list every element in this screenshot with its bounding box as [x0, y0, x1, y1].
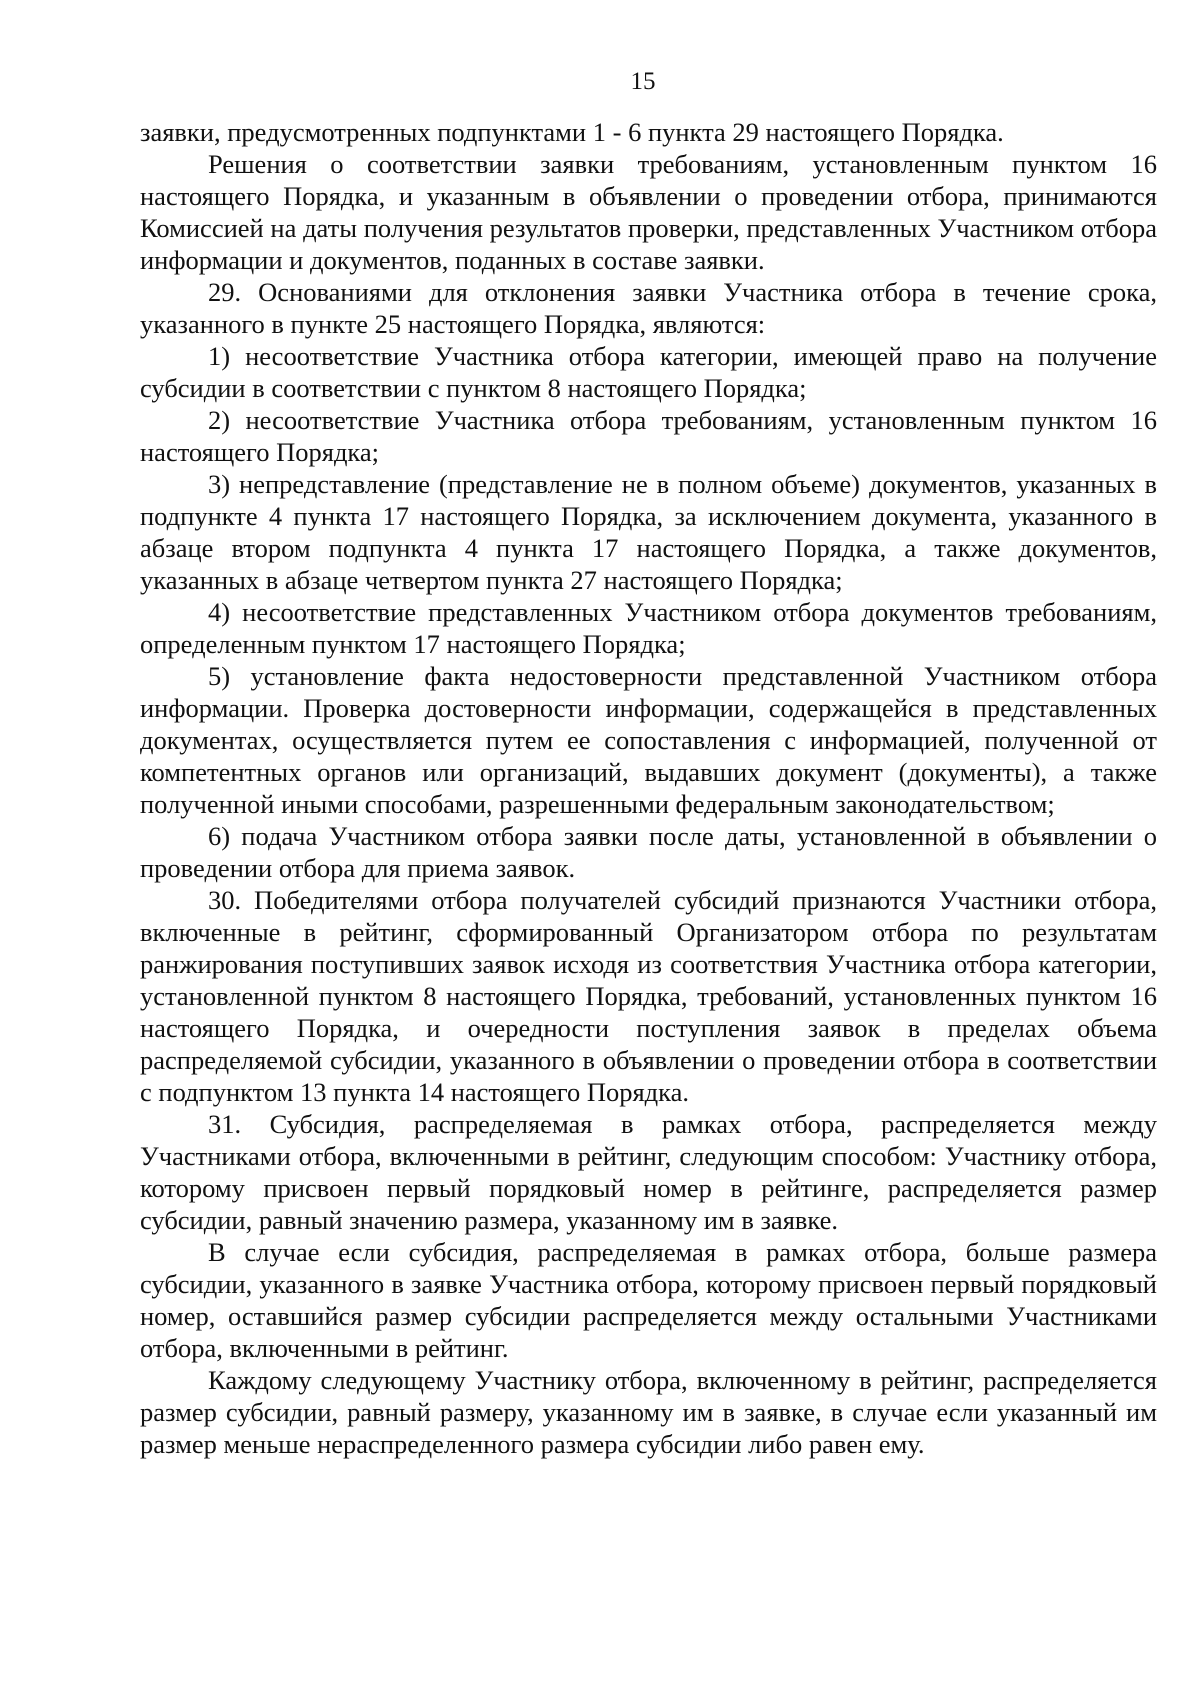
paragraph: В случае если субсидия, распределяемая в рамках отбора, больше размера субсидии, указанного в заявке Участника отбора, которому присвоен первый порядковый номер, оставшийся размер субсидии распределяется между остальными Участниками отбора, включенными в рейтинг. — [140, 1237, 1157, 1363]
paragraph: 6) подача Участником отбора заявки после даты, установленной в объявлении о проведении отбора для приема заявок. — [140, 821, 1157, 883]
paragraph: 31. Субсидия, распределяемая в рамках отбора, распределяется между Участниками отбора, включенными в рейтинг, следующим способом: Участнику отбора, которому присвоен первый порядковый номер в рейтинге, распределяется размер субсидии, равный значению размера, указанному им в заявке. — [140, 1109, 1157, 1235]
paragraph: Каждому следующему Участнику отбора, включенному в рейтинг, распределяется размер субсидии, равный размеру, указанному им в заявке, в случае если указанный им размер меньше нераспределенного размера субсидии либо равен ему. — [140, 1365, 1157, 1459]
paragraph: 3) непредставление (представление не в полном объеме) документов, указанных в подпункте 4 пункта 17 настоящего Порядка, за исключением документа, указанного в абзаце втором подпункта 4 пункта 17 настоящего Порядка, а также документов, указанных в абзаце четвертом пункта 27 настоящего Порядка; — [140, 469, 1157, 595]
paragraph: Решения о соответствии заявки требованиям, установленным пунктом 16 настоящего Порядка, и указанным в объявлении о проведении отбора, принимаются Комиссией на даты получения результатов проверки, представленных Участником отбора информации и документов, поданных в составе заявки. — [140, 149, 1157, 275]
paragraph: 29. Основаниями для отклонения заявки Участника отбора в течение срока, указанного в пункте 25 настоящего Порядка, являются: — [140, 277, 1157, 339]
paragraph: 5) установление факта недостоверности представленной Участником отбора информации. Проверка достоверности информации, содержащейся в представленных документах, осуществляется путем ее сопоставления с информацией, полученной от компетентных органов или организаций, выдавших документ (документы), а также полученной иными способами, разрешенными федеральным законодательством; — [140, 661, 1157, 819]
paragraph: заявки, предусмотренных подпунктами 1 - 6 пункта 29 настоящего Порядка. — [140, 117, 1004, 147]
paragraph: 1) несоответствие Участника отбора категории, имеющей право на получение субсидии в соответствии с пунктом 8 настоящего Порядка; — [140, 341, 1157, 403]
paragraph: 30. Победителями отбора получателей субсидий признаются Участники отбора, включенные в рейтинг, сформированный Организатором отбора по результатам ранжирования поступивших заявок исходя из соответствия Участника отбора категории, установленной пунктом 8 настоящего Порядка, требований, установленных пунктом 16 настоящего Порядка, и очередности поступления заявок в пределах объема распределяемой субсидии, указанного в объявлении о проведении отбора в соответствии с подпунктом 13 пункта 14 настоящего Порядка. — [140, 885, 1157, 1107]
document-body — [140, 116, 1157, 1460]
paragraph: 2) несоответствие Участника отбора требованиям, установленным пунктом 16 настоящего Порядка; — [140, 405, 1157, 467]
page-number: 15 — [630, 68, 656, 95]
paragraph: 4) несоответствие представленных Участником отбора документов требованиям, определенным пунктом 17 настоящего Порядка; — [140, 597, 1157, 659]
